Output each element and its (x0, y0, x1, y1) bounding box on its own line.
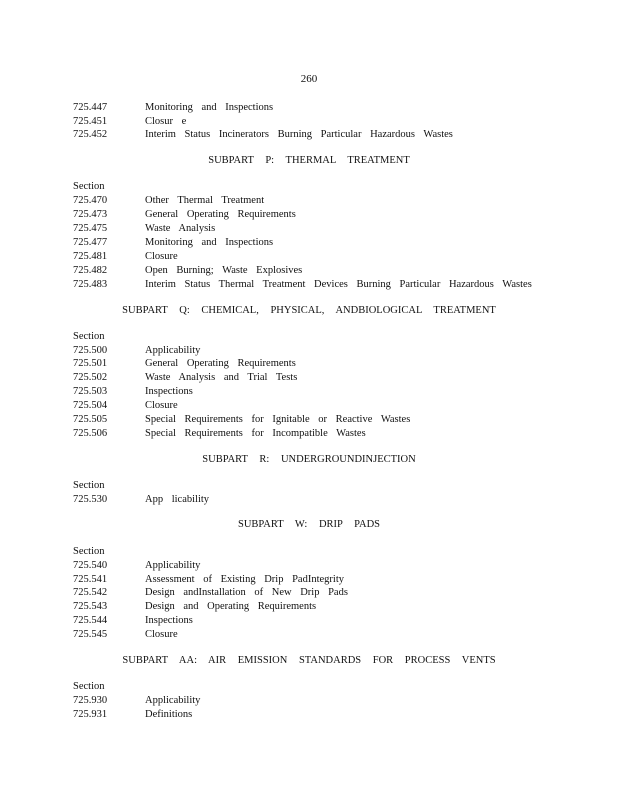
section-number: 725.481 (73, 251, 108, 262)
section-number: 725.931 (73, 709, 108, 720)
section-number: 725.483 (73, 279, 108, 290)
section-number: 725.452 (73, 129, 108, 140)
section-number: 725.544 (73, 615, 108, 626)
section-title: Closure (145, 251, 178, 262)
subpart-heading: SUBPART AA: AIR EMISSION STANDARDS FOR PROCESS VENTS (122, 655, 496, 666)
section-title: Closur e (145, 116, 187, 127)
page-number: 260 (300, 73, 318, 85)
section-title: Design andInstallation of New Drip Pads (145, 587, 348, 598)
subpart-heading: SUBPART R: UNDERGROUNDINJECTION (202, 454, 416, 465)
section-label: Section (73, 681, 105, 692)
section-title: Inspections (145, 386, 193, 397)
section-label: Section (73, 480, 105, 491)
section-title: Applicability (145, 560, 201, 571)
section-number: 725.502 (73, 372, 108, 383)
section-number: 725.475 (73, 223, 108, 234)
section-title: Interim Status Incinerators Burning Particular Hazardous Wastes (145, 129, 453, 140)
section-title: Special Requirements for Ignitable or Reactive Wastes (145, 414, 411, 425)
section-number: 725.930 (73, 695, 108, 706)
section-title: Definitions (145, 709, 193, 720)
section-number: 725.477 (73, 237, 108, 248)
section-number: 725.500 (73, 345, 108, 356)
section-label: Section (73, 546, 105, 557)
section-number: 725.506 (73, 428, 108, 439)
section-number: 725.542 (73, 587, 108, 598)
section-title: Inspections (145, 615, 193, 626)
section-number: 725.540 (73, 560, 108, 571)
section-title: Applicability (145, 345, 201, 356)
section-title: Waste Analysis and Trial Tests (145, 372, 298, 383)
section-number: 725.473 (73, 209, 108, 220)
section-title: Open Burning; Waste Explosives (145, 265, 303, 276)
section-title: Closure (145, 629, 178, 640)
section-number: 725.545 (73, 629, 108, 640)
section-title: Interim Status Thermal Treatment Devices Burning Particular Hazardous Wastes (145, 279, 532, 290)
section-title: Other Thermal Treatment (145, 195, 265, 206)
section-number: 725.470 (73, 195, 108, 206)
section-title: General Operating Requirements (145, 209, 296, 220)
subpart-heading: SUBPART Q: CHEMICAL, PHYSICAL, ANDBIOLOGICAL TREATMENT (122, 305, 496, 316)
section-title: Special Requirements for Incompatible Wastes (145, 428, 366, 439)
section-title: General Operating Requirements (145, 358, 296, 369)
section-number: 725.541 (73, 574, 108, 585)
section-title: Monitoring and Inspections (145, 237, 274, 248)
section-label: Section (73, 181, 105, 192)
section-title: Applicability (145, 695, 201, 706)
section-number: 725.447 (73, 102, 108, 113)
section-title: Monitoring and Inspections (145, 102, 274, 113)
section-label: Section (73, 331, 105, 342)
section-number: 725.504 (73, 400, 108, 411)
section-number: 725.505 (73, 414, 108, 425)
section-number: 725.482 (73, 265, 108, 276)
subpart-heading: SUBPART P: THERMAL TREATMENT (208, 155, 410, 166)
section-number: 725.451 (73, 116, 108, 127)
subpart-heading: SUBPART W: DRIP PADS (237, 519, 381, 530)
section-title: Assessment of Existing Drip PadIntegrity (145, 574, 344, 585)
section-number: 725.543 (73, 601, 108, 612)
section-number: 725.503 (73, 386, 108, 397)
section-number: 725.530 (73, 494, 108, 505)
section-title: App licability (145, 494, 210, 505)
section-number: 725.501 (73, 358, 108, 369)
section-title: Closure (145, 400, 178, 411)
section-title: Waste Analysis (145, 223, 216, 234)
section-title: Design and Operating Requirements (145, 601, 317, 612)
